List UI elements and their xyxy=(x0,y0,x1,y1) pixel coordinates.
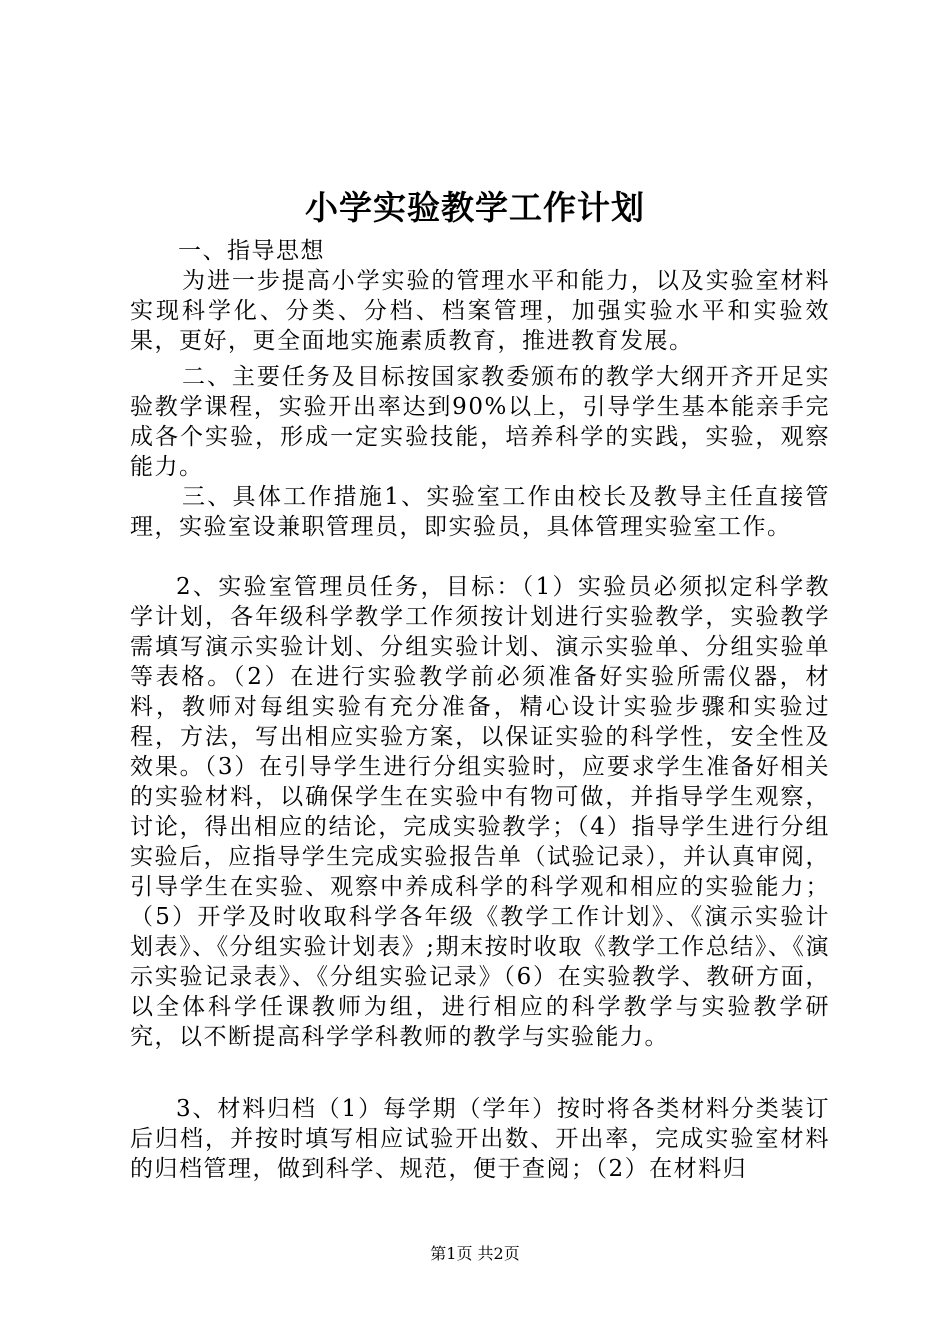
paragraph-lab-manager-tasks: 2、实验室管理员任务，目标：（1）实验员必须拟定科学教学计划，各年级科学教学工作须按计划进行实验教学，实验教学需填写演示实验计划、分组实验计划、演示实验单、分组实验单等表格。（2）在进行实验教学前必须准备好实验所需仪器，材料，教师对每组实验有充分准备，精心设计实验步骤和实验过程，方法，写出相应实验方案，以保证实验的科学性，安全性及效果。（3）在引导学生进行分组实验时，应要求学生准备好相关的实验材料，以确保学生在实验中有物可做，并指导学生观察，讨论，得出相应的结论，完成实验教学；（4）指导学生进行分组实验后，应指导学生完成实验报告单（试验记录），并认真审阅，引导学生在实验、观察中养成科学的科学观和相应的实验能力；（5）开学及时收取科学各年级《教学工作计划》、《演示实验计划表》、《分组实验计划表》;期末按时收取《教学工作总结》、《演示实验记录表》、《分组实验记录》（6）在实验教学、教研方面，以全体科学任课教师为组，进行相应的科学教学与实验教学研究，以不断提高科学学科教师的教学与实验能力。 xyxy=(130,574,830,1050)
paragraph-guiding-thought: 为进一步提高小学实验的管理水平和能力，以及实验室材料实现科学化、分类、分档、档案管理，加强实验水平和实验效果，更好，更全面地实施素质教育，推进教育发展。 xyxy=(130,268,830,354)
page-number-footer: 第1页 共2页 xyxy=(430,1244,520,1263)
paragraph-work-measures: 三、具体工作措施1、实验室工作由校长及教导主任直接管理，实验室设兼职管理员，即实验员，具体管理实验室工作。 xyxy=(130,484,830,540)
paragraph-main-tasks: 二、主要任务及目标按国家教委颁布的教学大纲开齐开足实验教学课程，实验开出率达到90%以上，引导学生基本能亲手完成各个实验，形成一定实验技能，培养科学的实践，实验，观察能力。 xyxy=(130,364,830,480)
section-heading-guiding-thought: 一、指导思想 xyxy=(178,238,325,264)
paragraph-material-archiving: 3、材料归档（1）每学期（学年）按时将各类材料分类装订后归档，并按时填写相应试验开出数、开出率，完成实验室材料的归档管理，做到科学、规范，便于查阅；（2）在材料归 xyxy=(130,1096,830,1182)
document-title: 小学实验教学工作计划 xyxy=(305,188,645,227)
